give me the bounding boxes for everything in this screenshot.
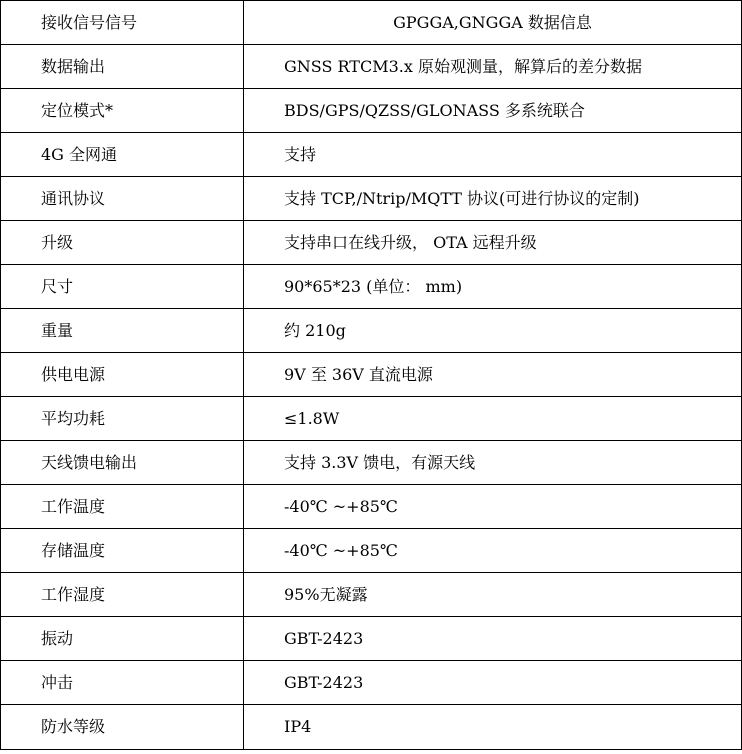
row-label: 存储温度 — [1, 529, 244, 573]
table-row — [1, 133, 742, 177]
table-row — [1, 485, 742, 529]
table-row — [1, 705, 742, 750]
row-label: 重量 — [1, 309, 244, 353]
table-row — [1, 45, 742, 89]
row-value: 9V 至 36V 直流电源 — [244, 353, 742, 397]
row-label: 数据输出 — [1, 45, 244, 89]
row-label: 工作湿度 — [1, 573, 244, 617]
row-label: 定位模式* — [1, 89, 244, 133]
table-row — [1, 661, 742, 705]
table-row — [1, 1, 742, 45]
table-row — [1, 265, 742, 309]
row-label: 振动 — [1, 617, 244, 661]
table-row — [1, 529, 742, 573]
row-label: 工作温度 — [1, 485, 244, 529]
row-value: -40℃ ~+85℃ — [244, 485, 742, 529]
row-label: 通讯协议 — [1, 177, 244, 221]
row-value: -40℃ ~+85℃ — [244, 529, 742, 573]
row-value: GBT-2423 — [244, 617, 742, 661]
row-value: 约 210g — [244, 309, 742, 353]
row-label: 4G 全网通 — [1, 133, 244, 177]
row-value: 支持 — [244, 133, 742, 177]
row-value: GBT-2423 — [244, 661, 742, 705]
row-value: 95%无凝露 — [244, 573, 742, 617]
row-value: GPGGA,GNGGA 数据信息 — [244, 1, 742, 45]
row-value: 90*65*23 (单位： mm) — [244, 265, 742, 309]
row-value: 支持 TCP,/Ntrip/MQTT 协议(可进行协议的定制) — [244, 177, 742, 221]
table-row — [1, 309, 742, 353]
row-label: 升级 — [1, 221, 244, 265]
row-value: IP4 — [244, 705, 742, 750]
table-row — [1, 441, 742, 485]
row-value: ≤1.8W — [244, 397, 742, 441]
row-value: 支持 3.3V 馈电，有源天线 — [244, 441, 742, 485]
table-row — [1, 221, 742, 265]
row-label: 冲击 — [1, 661, 244, 705]
row-label: 天线馈电输出 — [1, 441, 244, 485]
table-row — [1, 617, 742, 661]
table-row — [1, 573, 742, 617]
table-row — [1, 177, 742, 221]
row-value: GNSS RTCM3.x 原始观测量，解算后的差分数据 — [244, 45, 742, 89]
row-label: 供电电源 — [1, 353, 244, 397]
row-label: 尺寸 — [1, 265, 244, 309]
row-label: 接收信号信号 — [1, 1, 244, 45]
row-value: BDS/GPS/QZSS/GLONASS 多系统联合 — [244, 89, 742, 133]
row-label: 平均功耗 — [1, 397, 244, 441]
table-row — [1, 89, 742, 133]
table-row — [1, 353, 742, 397]
row-value: 支持串口在线升级， OTA 远程升级 — [244, 221, 742, 265]
table-row — [1, 397, 742, 441]
row-label: 防水等级 — [1, 705, 244, 750]
